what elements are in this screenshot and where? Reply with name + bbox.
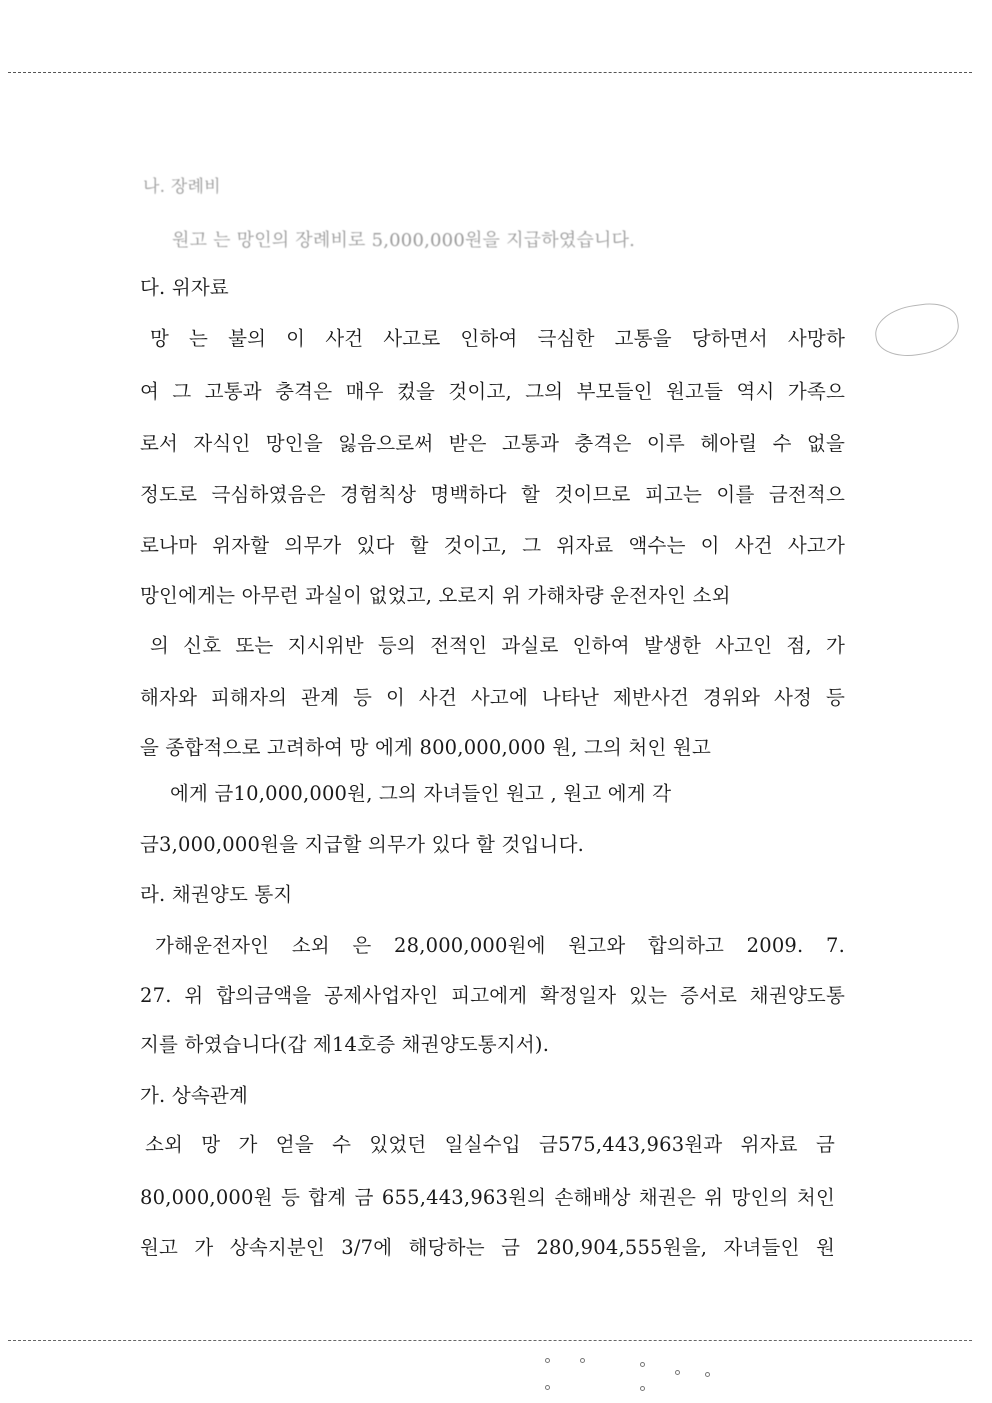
scan-speck	[580, 1358, 585, 1363]
top-divider	[8, 72, 972, 73]
section-heading-inheritance: 가. 상속관계	[140, 1084, 248, 1107]
consolation-line-6: 망인에게는 아무런 과실이 없었고, 오로지 위 가해차량 운전자인 소외	[140, 584, 731, 607]
scan-speck	[675, 1370, 680, 1375]
inheritance-line-3: 원고 가 상속지분인 3/7에 해당하는 금 280,904,555원을, 자녀들인 원	[140, 1236, 835, 1259]
scan-speck	[705, 1372, 710, 1377]
consolation-line-11: 금3,000,000원을 지급할 의무가 있다 할 것입니다.	[140, 833, 585, 856]
consolation-line-8: 해자와 피해자의 관계 등 이 사건 사고에 나타난 제반사건 경위와 사정 등	[140, 686, 845, 709]
assignment-line-1: 가해운전자인 소외 은 28,000,000원에 원고와 합의하고 2009. 7.	[155, 934, 845, 957]
consolation-line-5: 로나마 위자할 의무가 있다 할 것이고, 그 위자료 액수는 이 사건 사고가	[140, 534, 845, 557]
assignment-line-3: 지를 하였습니다(갑 제14호증 채권양도통지서).	[140, 1033, 550, 1056]
bottom-divider	[8, 1340, 972, 1341]
consolation-line-4: 정도로 극심하였음은 경험칙상 명백하다 할 것이므로 피고는 이를 금전적으	[140, 483, 845, 506]
scan-speck	[640, 1362, 645, 1367]
seal-stamp	[872, 299, 962, 360]
consolation-line-3: 로서 자식인 망인을 잃음으로써 받은 고통과 충격은 이루 헤아릴 수 없을	[140, 432, 845, 455]
consolation-line-2: 여 그 고통과 충격은 매우 컸을 것이고, 그의 부모들인 원고들 역시 가족으	[140, 380, 845, 403]
scan-speck	[545, 1358, 550, 1363]
consolation-line-10: 에게 금10,000,000원, 그의 자녀들인 원고 , 원고 에게 각	[170, 782, 672, 805]
section-heading-assignment: 라. 채권양도 통지	[140, 883, 293, 906]
section-heading-funeral: 나. 장례비	[143, 177, 221, 197]
scan-speck	[640, 1386, 645, 1391]
inheritance-line-1: 소외 망 가 얻을 수 있었던 일실수입 금575,443,963원과 위자료 금	[145, 1133, 835, 1156]
inheritance-line-2: 80,000,000원 등 합계 금 655,443,963원의 손해배상 채권은 위 망인의 처인	[140, 1186, 835, 1209]
consolation-line-7: 의 신호 또는 지시위반 등의 전적인 과실로 인하여 발생한 사고인 점, 가	[150, 634, 845, 657]
section-heading-consolation: 다. 위자료	[140, 276, 229, 299]
consolation-line-1: 망 는 불의 이 사건 사고로 인하여 극심한 고통을 당하면서 사망하	[150, 327, 845, 350]
consolation-line-9: 을 종합적으로 고려하여 망 에게 800,000,000 원, 그의 처인 원고	[140, 736, 711, 759]
assignment-line-2: 27. 위 합의금액을 공제사업자인 피고에게 확정일자 있는 증서로 채권양도통	[140, 984, 845, 1007]
funeral-body: 원고 는 망인의 장례비로 5,000,000원을 지급하였습니다.	[172, 230, 636, 251]
scan-speck	[545, 1385, 550, 1390]
